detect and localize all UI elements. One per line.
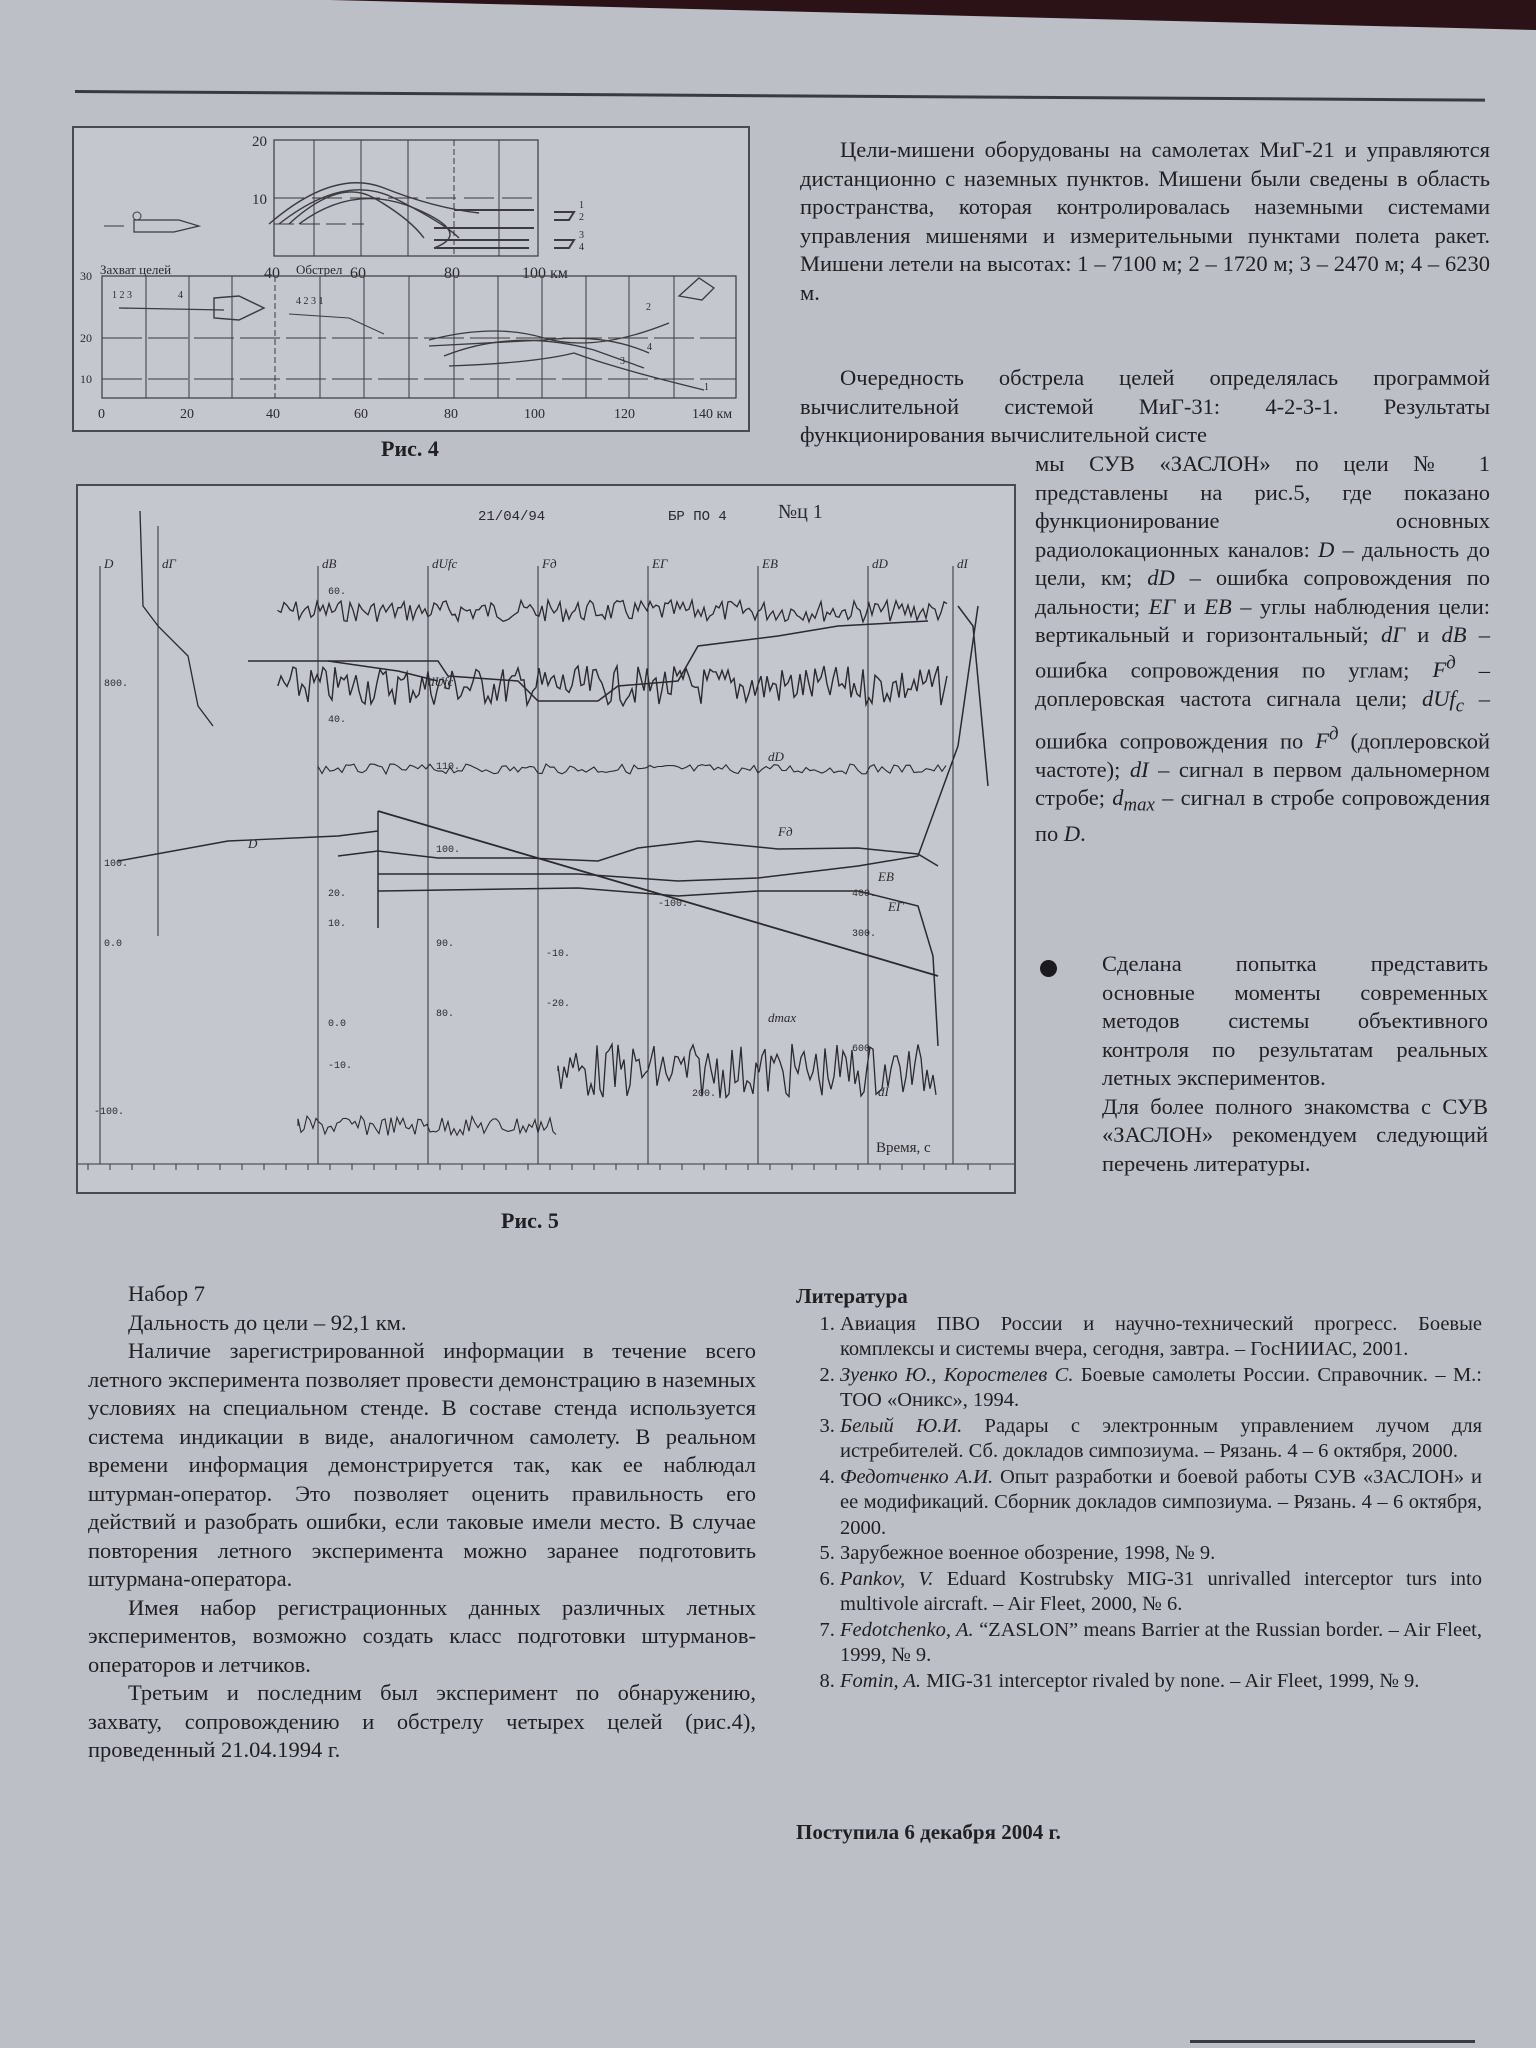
- fig4-top-target: 4: [579, 242, 584, 253]
- figure-5-plot: [78, 486, 1014, 1192]
- fig5-trace-dD: [318, 764, 946, 774]
- fig5-scale-label: -20.: [546, 999, 571, 1010]
- fig4-top-target: 2: [579, 212, 584, 223]
- fig5-trace-left: [140, 511, 213, 726]
- reference-item: [840, 1669, 1482, 1695]
- references-heading: Литература: [796, 1284, 908, 1308]
- fig5-scale-label: 600.: [852, 1044, 877, 1055]
- fig4-top-ytick: 10: [252, 192, 267, 208]
- fig5-curve-label: D: [248, 836, 258, 851]
- fig5-channel-label: dUfc: [432, 556, 458, 571]
- fig4-top-xtick: 40: [264, 265, 280, 282]
- fig4-bottom-ytick: 30: [80, 269, 92, 283]
- reference-text: Боевые самолеты России. Справочник. – М.: ТОО «Оникс», 1994.: [840, 1363, 1483, 1411]
- fig4-top-ytick: 20: [252, 134, 267, 150]
- fig5-curve-label: dD: [768, 749, 784, 764]
- reference-author: Белый Ю.И.: [840, 1414, 963, 1437]
- fig5-channel-label: dI: [957, 556, 968, 571]
- fig4-top-target: 1: [579, 200, 584, 211]
- set-number: Набор 7: [128, 1281, 206, 1306]
- fig5-date: 21/04/94: [478, 509, 546, 525]
- fig5-scale-label: 0.0: [328, 1019, 347, 1030]
- fig5-scale-label: -100.: [658, 899, 689, 910]
- fig4-bottom-xtick: 120: [614, 407, 635, 422]
- fig5-curve-label: ЕВ: [878, 869, 894, 884]
- right-paragraph-2a: [800, 364, 1490, 450]
- fig5-channel-label: ЕГ: [652, 556, 668, 571]
- fig5-trace-dUfc: [278, 666, 947, 706]
- fig4-capture-label: Захват целей: [100, 262, 172, 277]
- fig5-channel-label: dB: [322, 556, 337, 571]
- fig4-bottom-xtick: 60: [354, 407, 368, 422]
- fig5-channel-label: D: [104, 556, 114, 571]
- fig4-bottom-xtick: 40: [266, 407, 280, 422]
- reference-text: Зарубежное военное обозрение, 1998, № 9.: [840, 1542, 1216, 1564]
- fig5-curve-label: dUfc: [428, 674, 454, 689]
- right-paragraph-2b: [1035, 450, 1490, 849]
- fig5-trace-dG: [278, 600, 947, 622]
- reference-author: Pankov, V.: [840, 1567, 934, 1590]
- fig5-scale-label: 40.: [328, 715, 347, 726]
- fig5-code: БР ПО 4: [668, 509, 727, 525]
- reference-author: Зуенко Ю., Коростелев С.: [840, 1363, 1074, 1386]
- target-distance: Дальность до цели – 92,1 км.: [128, 1309, 407, 1335]
- fig4-capture-mark4: 4: [178, 290, 183, 301]
- fig5-scale-label: 80.: [436, 1009, 455, 1020]
- paragraph-training: Имея набор регистрационных данных различных летных экспериментов, возможно создать класс подготовки штурманов-операторов и летчиков.: [88, 1594, 756, 1677]
- reference-author: Fedotchenko, A.: [840, 1618, 974, 1641]
- paragraph-demonstration: Наличие зарегистрированной информации в течение всего летного эксперимента позволяет провести демонстрацию в наземных условиях на специальном стенде. В составе стенда используется система индикации в виде, аналогичном самолету. В реальном времени информация демонстрируется так, как ее наблюдал штурман-оператор. Это позволяет оценить правильность его действий и разобрать ошибки, если таковые имели место. В случае повторения летного эксперимента можно заранее подготовить штурмана-оператора.: [88, 1338, 756, 1591]
- reference-item: [840, 1312, 1482, 1363]
- paragraph-channels: мы СУВ «ЗАСЛОН» по цели № 1 представлены на рис.5, где показано функционирование основных радиолокационных каналов: D – дальность до цели, км; dD – ошибка сопровождения по дальности; ЕГ и ЕВ – углы наблюдения цели: вертикальный и горизонтальный; dГ и dВ – ошибка сопровождения по углам; $F^д$ – доплеровская частота сигнала цели; dUf$_c$ – ошибка сопровождения по $F^д$ (доплеровской частоте); dI – сигнал в первом дальномерном стробе; $d_{max}$ – сигнал в стробе сопровождения по D.: [1035, 451, 1491, 846]
- fig5-curve-label: dmax: [768, 1010, 797, 1025]
- fig5-scale-label: 200.: [692, 1089, 717, 1100]
- fig5-trace-EV-upper: [248, 621, 928, 701]
- figure-4: [72, 126, 750, 432]
- fig4-top-xtick: 80: [444, 265, 460, 282]
- reference-text: “ZASLON” means Barrier at the Russian border. – Air Fleet, 1999, № 9.: [840, 1618, 1482, 1666]
- photo-edge-shadow: [0, 0, 1536, 30]
- footer-rule: [1190, 2040, 1475, 2043]
- reference-item: [840, 1363, 1482, 1414]
- fig5-scale-label: 800.: [104, 679, 129, 690]
- references-list: [796, 1312, 1482, 1695]
- reference-item: [840, 1414, 1482, 1465]
- fig4-target-label: 4: [647, 342, 652, 353]
- fig4-bottom-xtick: 20: [180, 407, 194, 422]
- fig5-scale-label: 90.: [436, 939, 455, 950]
- fig5-channel-label: dГ: [162, 556, 176, 571]
- fig5-scale-label: 10.: [328, 919, 347, 930]
- fig5-curve-label: ЕГ: [888, 899, 904, 914]
- paragraph-order-start: Очередность обстрела целей определялась программой вычислительной системой МиГ-31: 4-2-3-1. Результаты функционирования вычислительной систе: [800, 365, 1490, 447]
- fig4-bottom-xtick: 140 км: [692, 407, 733, 422]
- fig4-target-label: 3: [620, 356, 625, 367]
- figure-5: [76, 484, 1016, 1194]
- reference-text: Опыт разработки и боевой работы СУВ «ЗАСЛОН» и ее модификаций. Сборник докладов симпозиума. – Рязань. 4 – 6 октября, 2000.: [840, 1465, 1482, 1539]
- fig5-channel-label: Fд: [542, 556, 557, 571]
- fig4-bottom-xtick: 80: [444, 407, 458, 422]
- fig5-curve-label: dI: [878, 1084, 889, 1099]
- fig5-scale-label: 100.: [104, 859, 129, 870]
- fig4-target-label: 1: [704, 382, 709, 393]
- fig5-scale-label: 300.: [852, 929, 877, 940]
- fig5-number: №ц 1: [778, 501, 823, 523]
- fig5-trace-EV: [378, 606, 978, 881]
- fig4-fire-label: Обстрел: [296, 262, 343, 277]
- fig4-top-xtick: 60: [350, 265, 366, 282]
- fig5-scale-label: 100.: [436, 845, 461, 856]
- fig4-top-plot: [104, 140, 574, 256]
- bullet-paragraph: [1102, 950, 1488, 1178]
- figure-5-caption: Рис. 5: [501, 1208, 559, 1233]
- fig5-scale-label: -10.: [328, 1061, 353, 1072]
- fig4-fire-marks: 4 2 3 1: [296, 296, 324, 307]
- fig5-scale-label: 20.: [328, 889, 347, 900]
- paragraph-third-experiment: Третьим и последним был эксперимент по обнаружению, захвату, сопровождению и обстрелу четырех целей (рис.4), проведенный 21.04.1994 г.: [88, 1680, 756, 1762]
- figure-4-caption: Рис. 4: [381, 436, 439, 461]
- fig5-trace-EG: [378, 888, 938, 1046]
- reference-text: Авиация ПВО России и научно-технический прогресс. Боевые комплексы и системы вчера, сегодня, завтра. – ГосНИИАС, 2001.: [840, 1312, 1482, 1360]
- reference-text: Eduard Kostrubsky MIG-31 unrivalled interceptor turs into multivole aircraft. – Air Fleet, 2000, № 6.: [840, 1567, 1482, 1615]
- fig4-bottom-xtick: 0: [98, 407, 105, 422]
- fig5-time-axis-label: Время, с: [876, 1140, 931, 1156]
- fig4-top-xtick: 100 км: [522, 265, 568, 282]
- closing-text: Для более полного знакомства с СУВ «ЗАСЛОН» рекомендуем следующий перечень литературы.: [1102, 1093, 1488, 1176]
- reference-author: Fomin, A.: [840, 1669, 922, 1692]
- fig5-curve-label: Fд: [778, 824, 793, 839]
- fig5-scale-label: 60.: [328, 587, 347, 598]
- fig4-bottom-plot: [102, 276, 736, 398]
- fig5-scale-label: -10.: [546, 949, 571, 960]
- fig4-top-target: 3: [579, 230, 584, 241]
- fig5-scale-label: -100.: [94, 1107, 125, 1118]
- fig5-scale-label: 110.: [436, 762, 461, 773]
- reference-item: [840, 1541, 1482, 1567]
- references: [796, 1284, 1482, 1694]
- paragraph-targets: Цели-мишени оборудованы на самолетах МиГ-21 и управляются дистанционно с наземных пунктов. Мишени были сведены в область пространства, которая контролировалась наземными системами управления мишенями и измерительными пунктами полета ракет. Мишени летели на высотах: 1 – 7100 м; 2 – 1720 м; 3 – 2470 м; 4 – 6230 м.: [800, 137, 1490, 305]
- fig5-scale-label: 400.: [852, 889, 877, 900]
- fig5-trace-spike: [958, 606, 988, 786]
- reference-text: Радары с электронным управлением лучом для истребителей. Сб. докладов симпозиума. – Рязань. 4 – 6 октября, 2000.: [840, 1414, 1483, 1462]
- fig5-trace-dI-low: [298, 1116, 556, 1135]
- fig4-capture-marks: 1 2 3: [112, 290, 132, 301]
- bullet-text: Сделана попытка представить основные моменты современных методов системы объективного контроля по результатам реальных летных экспериментов.: [1102, 951, 1488, 1090]
- reference-text: MIG-31 interceptor rivaled by none. – Air Fleet, 1999, № 9.: [921, 1669, 1420, 1692]
- reference-item: [840, 1567, 1482, 1618]
- right-paragraph-1: [800, 136, 1490, 307]
- fig4-bottom-ytick: 10: [80, 372, 92, 386]
- fig4-bottom-ytick: 20: [80, 331, 92, 345]
- fig4-bottom-xtick: 100: [524, 407, 545, 422]
- header-rule: [75, 90, 1485, 102]
- reference-author: Федотченко А.И.: [840, 1465, 994, 1488]
- fig5-channel-label: ЕВ: [762, 556, 778, 571]
- left-column: [88, 1280, 756, 1765]
- bullet-icon: [1040, 960, 1057, 977]
- reference-item: [840, 1618, 1482, 1669]
- fig4-target-label: 2: [646, 302, 651, 313]
- fig5-channel-label: dD: [872, 556, 888, 571]
- reference-item: [840, 1465, 1482, 1542]
- received-date: Поступила 6 декабря 2004 г.: [796, 1820, 1061, 1844]
- figure-4-plot: [74, 128, 748, 430]
- fig5-scale-label: 0.0: [104, 939, 123, 950]
